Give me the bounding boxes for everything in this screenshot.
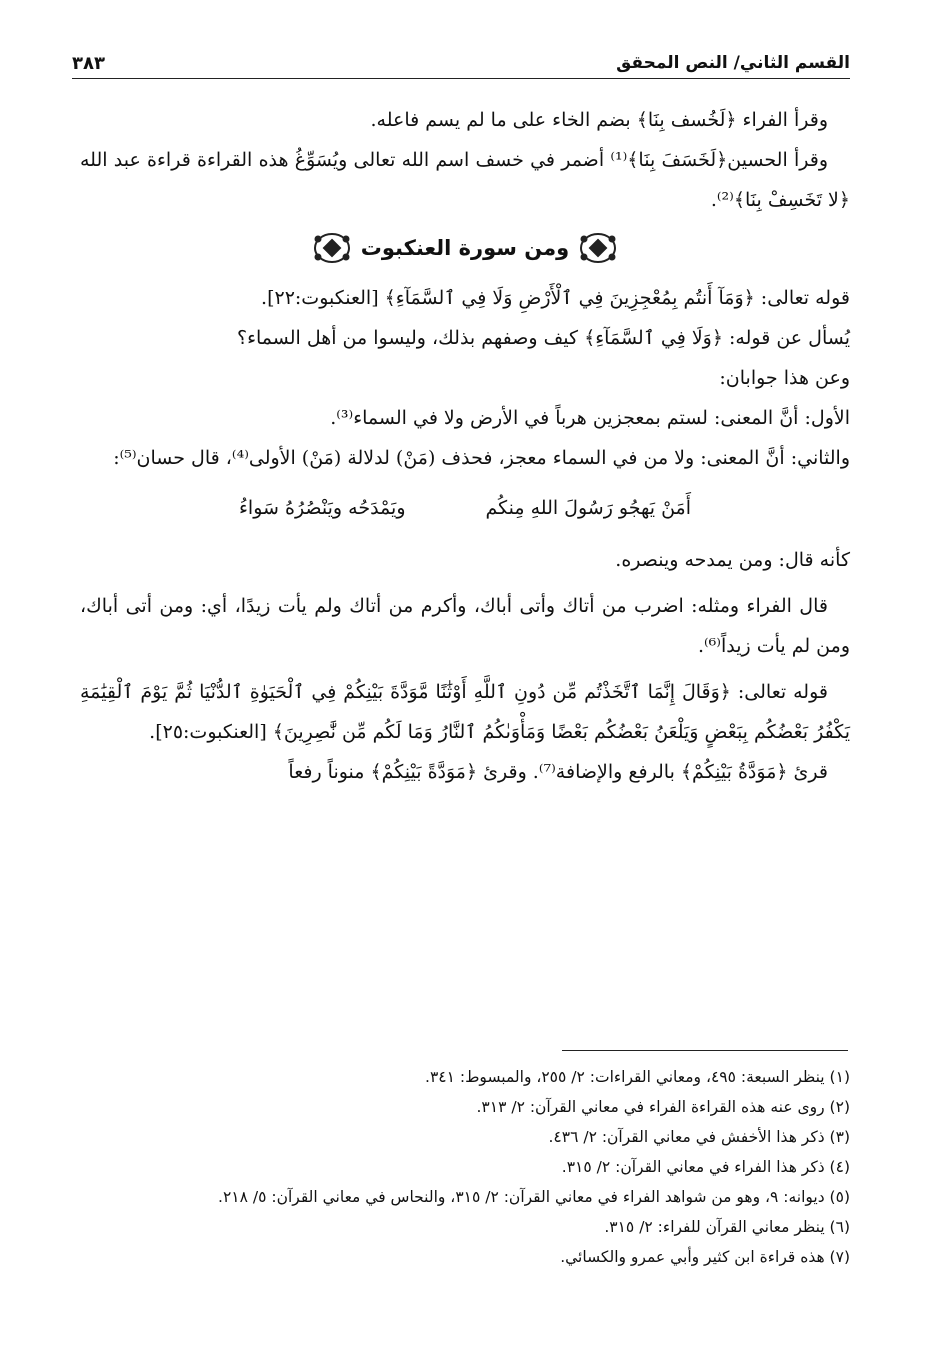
running-title: القسم الثاني/ النص المحقق (616, 53, 850, 73)
decorative-flourish-icon (577, 230, 619, 266)
footnote: (٥) ديوانه: ٩، وهو من شواهد الفراء في معاني القرآن: ٢/ ٣١٥، والنحاس في معاني القرآن: ٥/ ٢١٨. (218, 1188, 850, 1206)
paragraph: قرئ ﴿مَوَدَّةُ بَيْنِكُمْ﴾ بالرفع والإضافة⁽⁷⁾. وقرئ ﴿مَوَدَّةً بَيْنِكُمْ﴾ منوناً رفعاً (288, 761, 828, 783)
paragraph: وقرأ الفراء ﴿لَخُسف بِنَا﴾ بضم الخاء على ما لم يسم فاعله. (370, 109, 828, 131)
footnote: (١) ينظر السبعة: ٤٩٥، ومعاني القراءات: ٢/ ٢٥٥، والمبسوط: ٣٤١. (425, 1068, 850, 1086)
main-text (80, 100, 850, 792)
decorative-flourish-icon (311, 230, 353, 266)
paragraph: والثاني: أنَّ المعنى: ولا من في السماء معجز، فحذف (مَنْ) لدلالة (مَنْ) الأولى⁽⁴⁾، قال حسان⁽⁵⁾: (113, 447, 850, 469)
footnote: (٤) ذكر هذا الفراء في معاني القرآن: ٢/ ٣١٥. (561, 1158, 850, 1176)
paragraph: كأنه قال: ومن يمدحه وينصره. (615, 549, 850, 571)
poem-hemistich-left: ويَمْدَحُه ويَنْصُرُهُ سَواءُ (239, 497, 406, 519)
paragraph: قوله تعالى: ﴿وَمَآ أَنتُم بِمُعْجِزِينَ فِي ٱلْأَرْضِ وَلَا فِي ٱلسَّمَآءِ﴾ [العنكبوت:٢٢]. (261, 287, 850, 309)
paragraph: الأول: أنَّ المعنى: لستم بمعجزين هرباً في الأرض ولا في السماء⁽³⁾. (330, 407, 850, 429)
footnote: (٣) ذكر هذا الأخفش في معاني القرآن: ٢/ ٤٣٦. (548, 1128, 850, 1146)
footnote: (٢) روى عنه هذه القراءة الفراء في معاني القرآن: ٢/ ٣١٣. (476, 1098, 850, 1116)
footnote: (٧) هذه قراءة ابن كثير وأبي عمرو والكسائي. (560, 1248, 850, 1266)
paragraph: قال الفراء ومثله: اضرب من أتاك وأتى أباك، وأكرم من أتاك ولم يأت زيدًا، أي: ومن أتى أباك، ومن لم يأت زيداً⁽⁶⁾. (80, 595, 850, 657)
footnotes (80, 1062, 850, 1272)
paragraph: يُسأل عن قوله: ﴿وَلَا فِي ٱلسَّمَآءِ﴾ كيف وصفهم بذلك، وليسوا من أهل السماء؟ (236, 327, 850, 349)
poem-verse (80, 488, 850, 528)
section-heading-text: ومن سورة العنكبوت (360, 236, 570, 260)
footnote-divider (562, 1050, 848, 1051)
section-heading (311, 228, 619, 268)
paragraph: وقرأ الحسين﴿لَخَسَفَ بِنَا﴾⁽¹⁾ أضمر في خسف اسم الله تعالى ويُسَوِّغُ هذه القراءة قراءة عبد الله ﴿لا تَخَسِفْ بِنَا﴾⁽²⁾. (80, 149, 850, 211)
paragraph: وعن هذا جوابان: (719, 367, 850, 389)
page-number: ٣٨٣ (72, 52, 105, 74)
footnote: (٦) ينظر معاني القرآن للفراء: ٢/ ٣١٥. (604, 1218, 850, 1236)
paragraph: قوله تعالى: ﴿وَقَالَ إِنَّمَا ٱتَّخَذْتُم مِّن دُونِ ٱللَّهِ أَوْثَٰنًا مَّوَدَّةَ بَيْنِكُمْ فِي ٱلْحَيَوٰةِ ٱلدُّنْيَا ثُمَّ يَوْمَ ٱلْقِيَٰمَةِ يَكْفُرُ بَعْضُكُم بِبَعْضٍ وَيَلْعَنُ بَعْضُكُم بَعْضًا وَمَأْوَىٰكُمُ ٱلنَّارُ وَمَا لَكُم مِّن نَّٰصِرِينَ﴾ [العنكبوت:٢٥]. (80, 681, 850, 743)
section-heading-block (80, 228, 850, 268)
poem-hemistich-right: أَمَنْ يَهجُو رَسُولَ اللهِ مِنكُم (485, 497, 692, 519)
page-header (72, 48, 850, 79)
